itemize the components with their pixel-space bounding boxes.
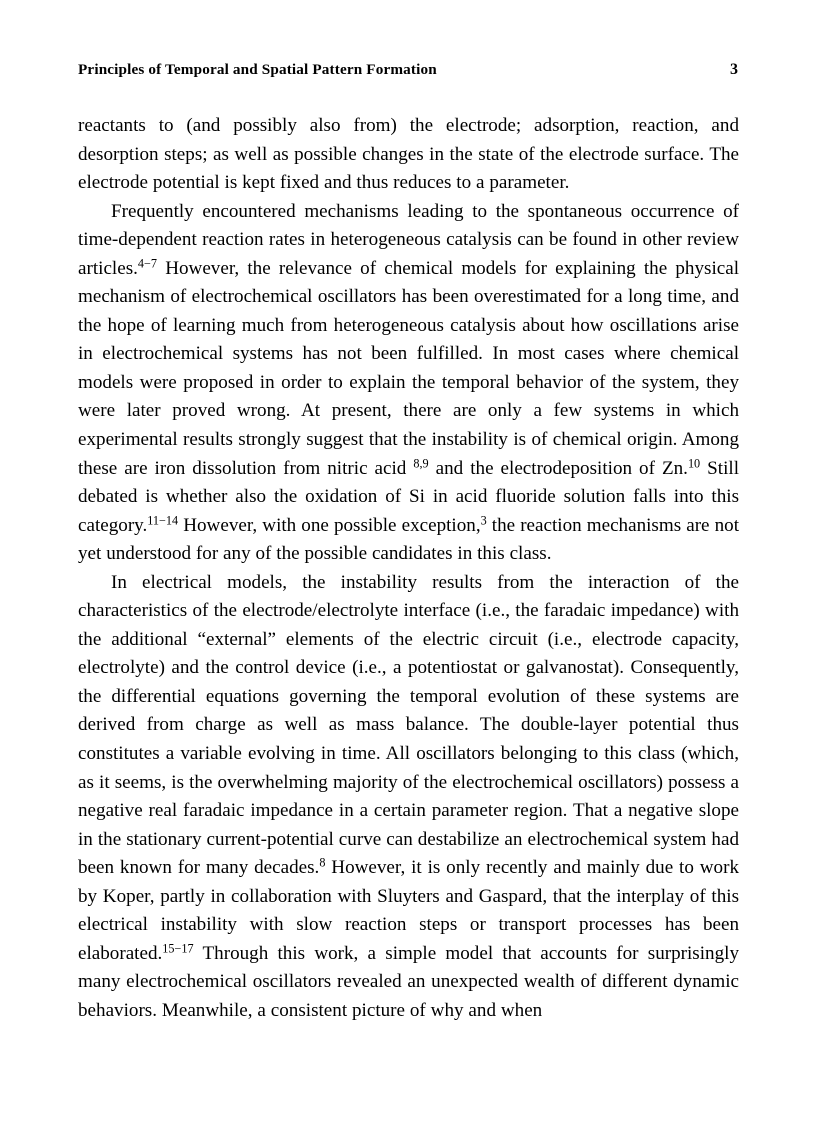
citation-superscript: 15−17 [162,941,194,956]
body-text-block [78,112,739,1026]
running-head-title: Principles of Temporal and Spatial Pattern Formation [78,61,437,78]
paragraph-3: In electrical models, the instability results from the interaction of the characteristics of the electrode/electrolyte interface (i.e., the faradaic impedance) with the additional “external” elements of the electric circuit (i.e., electrode capacity, electrolyte) and the control device (i.e., a potentiostat or galvanostat). Consequently, the differential equations governing the temporal evolution of these systems are derived from charge as well as mass balance. The double-layer potential thus constitutes a variable evolving in time. All oscillators belonging to this class (which, as it seems, is the overwhelming majority of the electrochemical oscillators) possess a negative real faradaic impedance in a certain parameter region. That a negative slope in the stationary current-potential curve can destabilize an electrochemical system had been known for many decades.$^8$ However, it is only recently and mainly due to work by Koper, partly in collaboration with Sluyters and Gaspard, that the interplay of this electrical instability with slow reaction steps or transport processes has been elaborated.$^{15-17}$ Through this work, a simple model that accounts for surprisingly many electrochemical oscillators revealed an unexpected wealth of different dynamic behaviors. Meanwhile, a consistent picture of why and when [78,571,739,1021]
paragraph-1: reactants to (and possibly also from) the electrode; adsorption, reaction, and desorption steps; as well as possible changes in the state of the electrode surface. The electrode potential is kept fixed and thus reduces to a parameter. [78,115,739,194]
citation-superscript: 3 [480,513,487,528]
citation-superscript: 8,9 [413,456,429,471]
page-number: 3 [730,61,738,78]
citation-superscript: 8 [319,855,326,870]
citation-superscript: 4−7 [137,256,158,271]
paragraph-2: Frequently encountered mechanisms leading to the spontaneous occurrence of time-dependent reaction rates in heterogeneous catalysis can be found in other review articles.$^{4-7}$ However, the relevance of chemical models for explaining the physical mechanism of electrochemical oscillators has been overestimated for a long time, and the hope of learning much from heterogeneous catalysis about how oscillations arise in electrochemical systems has not been fulfilled. In most cases where chemical models were proposed in order to explain the temporal behavior of the system, they were later proved wrong. At present, there are only a few systems in which experimental results strongly suggest that the instability is of chemical origin. Among these are iron dissolution from nitric acid $^{8,9}$ and the electrodeposition of Zn.$^{10}$ Still debated is whether also the oxidation of Si in acid fluoride solution falls into this category.$^{11-14}$ However, with one possible exception,$^3$ the reaction mechanisms are not yet understood for any of the possible candidates in this class. [78,200,739,565]
running-header [78,61,738,79]
citation-superscript: 10 [687,456,701,471]
citation-superscript: 11−14 [147,513,179,528]
